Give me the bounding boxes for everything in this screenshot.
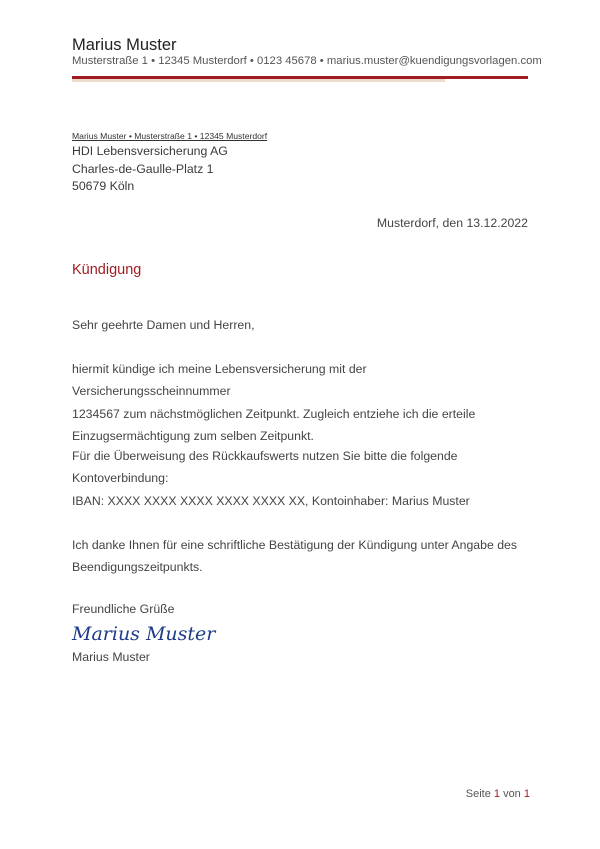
paragraph-termination — [72, 358, 528, 447]
closing: Freundliche Grüße — [72, 602, 175, 616]
paragraph-line: Beendigungszeitpunkts. — [72, 560, 203, 575]
paragraph-line: hiermit kündige ich meine Lebensversicherung mit der Versicherungsscheinnummer — [72, 362, 367, 399]
page-number — [466, 788, 530, 800]
handwritten-signature: Marius Muster — [72, 623, 216, 645]
page-label: Seite — [465, 788, 491, 800]
signature-name: Marius Muster — [72, 650, 150, 664]
total-pages: 1 — [523, 788, 530, 800]
of-label: von — [503, 788, 521, 800]
paragraph-confirmation — [72, 534, 528, 579]
sender-contact: Musterstraße 1 • 12345 Musterdorf • 0123 45678 • marius.muster@kuendigungsvorlagen.com — [72, 55, 542, 67]
recipient-city: 50679 Köln — [72, 179, 135, 193]
recipient-address — [72, 143, 228, 196]
subject-heading: Kündigung — [72, 262, 142, 278]
paragraph-bank-details — [72, 445, 528, 512]
recipient-street: Charles-de-Gaulle-Platz 1 — [72, 161, 214, 176]
date-line: Musterdorf, den 13.12.2022 — [376, 216, 528, 230]
current-page: 1 — [493, 788, 500, 800]
salutation: Sehr geehrte Damen und Herren, — [72, 318, 255, 332]
paragraph-line: IBAN: XXXX XXXX XXXX XXXX XXXX XX, Kontoinhaber: Marius Muster — [72, 493, 470, 508]
paragraph-line: Kontoverbindung: — [72, 471, 169, 486]
return-address-line: Marius Muster • Musterstraße 1 • 12345 Musterdorf — [72, 131, 268, 141]
paragraph-line: Für die Überweisung des Rückkaufswerts nutzen Sie bitte die folgende — [72, 449, 458, 463]
paragraph-line: Ich danke Ihnen für eine schriftliche Bestätigung der Kündigung unter Angabe des — [72, 538, 518, 552]
paragraph-line: 1234567 zum nächstmöglichen Zeitpunkt. Zugleich entziehe ich die erteile — [72, 406, 476, 421]
paragraph-line: Einzugsermächtigung zum selben Zeitpunkt. — [72, 428, 314, 443]
recipient-company: HDI Lebensversicherung AG — [72, 144, 228, 158]
sender-name: Marius Muster — [72, 36, 177, 54]
header-rule-beige — [72, 79, 445, 82]
